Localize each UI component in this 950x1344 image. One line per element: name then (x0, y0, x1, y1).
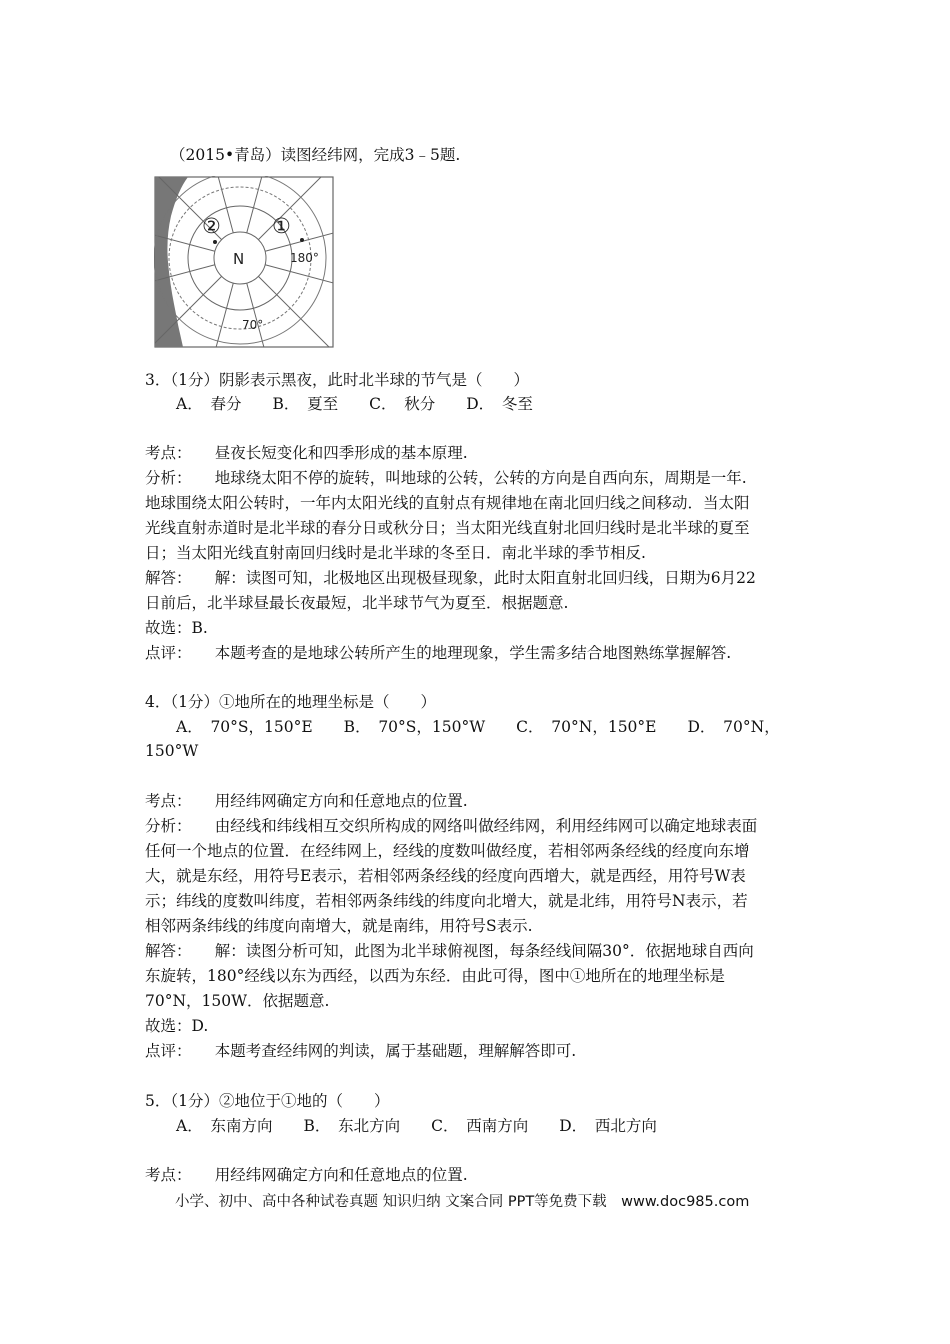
q4-fenxi-3: 大，就是东经，用符号E表示，若相邻两条经线的经度向西增大，就是西经，用符号W表 (145, 867, 746, 885)
point-2-marker (213, 240, 217, 244)
point-2-label: ② (202, 214, 221, 238)
q4-kaodian: 考点： 用经纬网确定方向和任意地点的位置. (145, 792, 468, 810)
q3-answer: 故选：B. (145, 619, 208, 637)
q3-kaodian: 考点： 昼夜长短变化和四季形成的基本原理. (145, 444, 468, 462)
q4-fenxi-5: 相邻两条纬线的纬度向南增大，就是南纬，用符号S表示. (145, 917, 533, 935)
question-5-options: A． 东南方向 B． 东北方向 C． 西南方向 D． 西北方向 (176, 1117, 657, 1135)
question-3-options: A． 春分 B． 夏至 C． 秋分 D． 冬至 (176, 395, 533, 413)
question-4-options-cont: 150°W (145, 742, 199, 760)
q3-fenxi-3: 光线直射赤道时是北半球的春分日或秋分日；当太阳光线直射北回归线时是北半球的夏至 (145, 519, 750, 537)
question-3: 3．（1分）阴影表示黑夜，此时北半球的节气是（ ） (145, 371, 529, 389)
q3-jieda-2: 日前后，北半球昼最长夜最短，北半球节气为夏至．根据题意. (145, 594, 569, 612)
q4-jieda-2: 东旋转，180°经线以东为西经，以西为东经．由此可得，图中①地所在的地理坐标是 (145, 967, 725, 985)
q4-fenxi-2: 任何一个地点的位置．在经纬网上，经线的度数叫做经度，若相邻两条经线的经度向东增 (145, 842, 750, 860)
longitude-label: 180° (290, 251, 319, 265)
north-pole-label: N (233, 250, 245, 268)
question-4: 4．（1分）①地所在的地理坐标是（ ） (145, 693, 436, 711)
q3-dianping: 点评： 本题考查的是地球公转所产生的地理现象，学生需多结合地图熟练掌握解答. (145, 644, 732, 662)
q5-kaodian: 考点： 用经纬网确定方向和任意地点的位置. (145, 1166, 468, 1184)
q4-dianping: 点评： 本题考查经纬网的判读，属于基础题，理解解答即可. (145, 1042, 577, 1060)
q4-answer: 故选：D. (145, 1017, 209, 1035)
q3-jieda-1: 解答： 解：读图可知，北极地区出现极昼现象，此时太阳直射北回归线，日期为6月22 (145, 569, 756, 587)
q4-fenxi-1: 分析： 由经线和纬线相互交织所构成的网络叫做经纬网，利用经纬网可以确定地球表面 (145, 817, 758, 835)
point-1-label: ① (272, 214, 291, 238)
q3-fenxi-2: 地球围绕太阳公转时，一年内太阳光线的直射点有规律地在南北回归线之间移动．当太阳 (145, 494, 750, 512)
q4-jieda-3: 70°N，150W．依据题意. (145, 992, 330, 1010)
latitude-label: 70° (242, 318, 264, 332)
q3-fenxi-1: 分析： 地球绕太阳不停的旋转，叫地球的公转，公转的方向是自西向东，周期是一年. (145, 469, 747, 487)
question-intro: （2015•青岛）读图经纬网，完成3﹣5题. (170, 146, 461, 164)
point-1-marker (300, 238, 304, 242)
q4-fenxi-4: 示；纬线的度数叫纬度，若相邻两条纬线的纬度向北增大，就是北纬，用符号N表示，若 (145, 892, 748, 910)
q3-fenxi-4: 日；当太阳光线直射南回归线时是北半球的冬至日．南北半球的季节相反. (145, 544, 646, 562)
question-4-options: A． 70°S，150°E B． 70°S，150°W C． 70°N，150°E D． 70°N， (176, 718, 780, 736)
latitude-longitude-grid-map (154, 176, 334, 348)
q4-jieda-1: 解答： 解：读图分析可知，此图为北半球俯视图，每条经线间隔30°．依据地球自西向 (145, 942, 754, 960)
page-footer: 小学、初中、高中各种试卷真题 知识归纳 文案合同 PPT等免费下载 www.doc985.com (175, 1194, 750, 1210)
question-5: 5．（1分）②地位于①地的（ ） (145, 1092, 390, 1110)
